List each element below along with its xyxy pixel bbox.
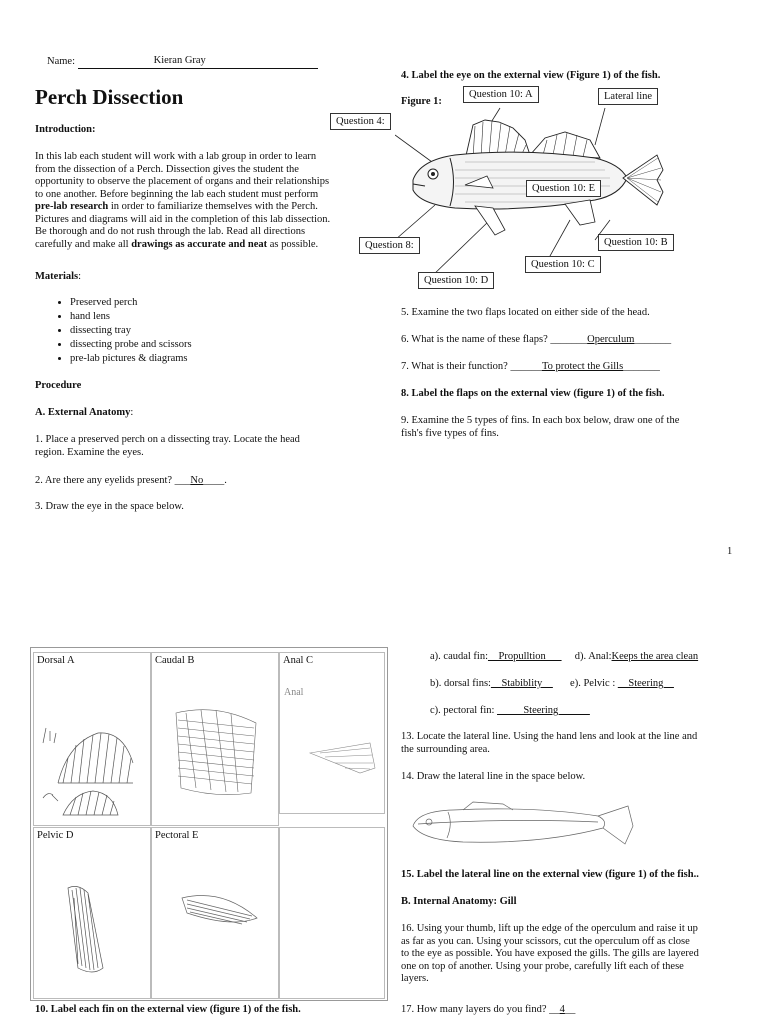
intro-line-3: opportunity to observe the placement of organs and their relationships [35,176,330,187]
intro-line-6: Pictures and diagrams will aid in the completion of this lab dissection. [35,213,331,225]
intro-bold-drawings: drawings as accurate and neat [131,238,268,250]
gill-layers-answer: 4 [559,1004,565,1015]
name-line [47,56,327,69]
intro-paragraph [35,151,365,251]
question-5: 5. Examine the two flaps located on either side of the head. [401,307,650,318]
name-label: Name: [47,56,78,67]
pectoral-function-answer: _____Steering______ [497,705,590,716]
dorsal-function-answer: __Stabiblity__ [490,678,553,689]
question-15: 15. Label the lateral line on the external view (figure 1) of the fish.. [401,869,699,880]
list-item: • hand lens [70,310,192,324]
label-question-10-a: Question 10: A [463,86,539,103]
question-6: 6. What is the name of these flaps? _______Operculum_______ [401,334,672,345]
intro-bold-prelab: pre-lab research [35,201,109,212]
materials-heading: Materials: [35,271,82,282]
intro-line-4: to one another. Before beginning the lab each student must perform [35,188,319,200]
flaps-answer: Operculum [587,334,635,345]
fin-answer-row-1: a). caudal fin:__Propulltion___ d). Anal:Keeps the area clean [430,651,699,662]
eyelids-answer: No [190,475,204,486]
external-anatomy-heading: A. External Anatomy: [35,407,134,418]
caudal-function-answer: __Propulltion___ [488,651,562,662]
fin-cell-anal: Anal C Anal [279,652,385,814]
pelvic-fin-sketch [48,868,138,988]
name-value: Kieran Gray [153,54,206,66]
materials-list [52,296,192,366]
step-1: 1. Place a preserved perch on a dissecting tray. Locate the head region. Examine the eyes. [35,434,300,458]
fin-cell-caudal: Caudal B [151,652,279,826]
intro-line-2: from the dissection of a Perch. Dissection gives the student the [35,163,299,175]
question-7: 7. What is their function? ______To protect the Gills_______ [401,361,660,372]
internal-anatomy-heading: B. Internal Anatomy: Gill [401,896,517,907]
anal-fin-sketch [300,723,380,793]
step-3: 3. Draw the eye in the space below. [35,501,184,512]
fin-cell-empty [279,827,385,999]
label-lateral-line: Lateral line [598,88,658,105]
label-question-10-c: Question 10: C [525,256,601,273]
lateral-line-sketch [403,796,638,856]
caudal-fin-sketch [166,698,266,808]
intro-line-8: carefully and make all drawings as accurate and neat as possible. [35,238,319,250]
page-number: 1 [727,546,733,557]
fin-drawing-grid [30,647,388,1001]
name-blank [78,54,318,69]
label-question-10-b: Question 10: B [598,234,674,251]
question-10: 10. Label each fin on the external view (figure 1) of the fish. [35,1004,301,1015]
intro-heading: Introduction: [35,124,96,135]
pectoral-fin-sketch [172,878,272,958]
page-title: Perch Dissection [35,85,184,109]
intro-line-1: In this lab each student will work with a lab group in order to learn [35,151,317,162]
step-2: 2. Are there any eyelids present? ___No____. [35,475,227,486]
list-item: • Preserved perch [70,296,192,310]
list-item: • dissecting probe and scissors [70,338,192,352]
question-13: 13. Locate the lateral line. Using the hand lens and look at the line and the surrounding area. [401,731,698,755]
intro-line-7: Be thorough and do not rush through the lab. Read all directions [35,226,306,237]
question-4: 4. Label the eye on the external view (Figure 1) of the fish. [401,70,661,81]
function-answer: To protect the Gills [541,361,624,372]
list-item: • pre-lab pictures & diagrams [70,352,192,366]
pelvic-function-answer: __Steering__ [617,678,674,689]
label-question-8: Question 8: [359,237,420,254]
question-14: 14. Draw the lateral line in the space below. [401,771,586,782]
dorsal-fin-sketch [38,703,146,823]
label-question-10-d: Question 10: D [418,272,494,289]
question-8: 8. Label the flaps on the external view (figure 1) of the fish. [401,388,665,399]
fin-answer-row-2: b). dorsal fins:__Stabiblity__ e). Pelvic : __Steering__ [430,678,674,689]
fin-cell-pectoral: Pectoral E [151,827,279,999]
fin-cell-dorsal: Dorsal A [33,652,151,826]
question-9: 9. Examine the 5 types of fins. In each box below, draw one of the fish's five types of fins. [401,415,680,439]
label-question-4: Question 4: [330,113,391,130]
label-question-10-e: Question 10: E [526,180,601,197]
question-16: 16. Using your thumb, lift up the edge of the operculum and raise it up as far as you can. Using your scissors, cut the operculum off as close to the eye as possible. You have exposed the gills. The gills are layered one on top of another. Using your probe, carefully lift each of these layers. [401,923,699,984]
question-17: 17. How many layers do you find? __4__ [401,1004,576,1015]
intro-line-5: pre-lab research in order to familiarize themselves with the Perch. [35,201,318,212]
anal-sketch-label: Anal [284,687,304,698]
figure-1-label: Figure 1: [401,96,442,107]
fin-cell-pelvic: Pelvic D [33,827,151,999]
procedure-heading: Procedure [35,380,82,391]
anal-function-answer: Keeps the area clean [611,651,699,662]
list-item: • dissecting tray [70,324,192,338]
fin-answer-row-3: c). pectoral fin: _____Steering______ [430,705,590,716]
